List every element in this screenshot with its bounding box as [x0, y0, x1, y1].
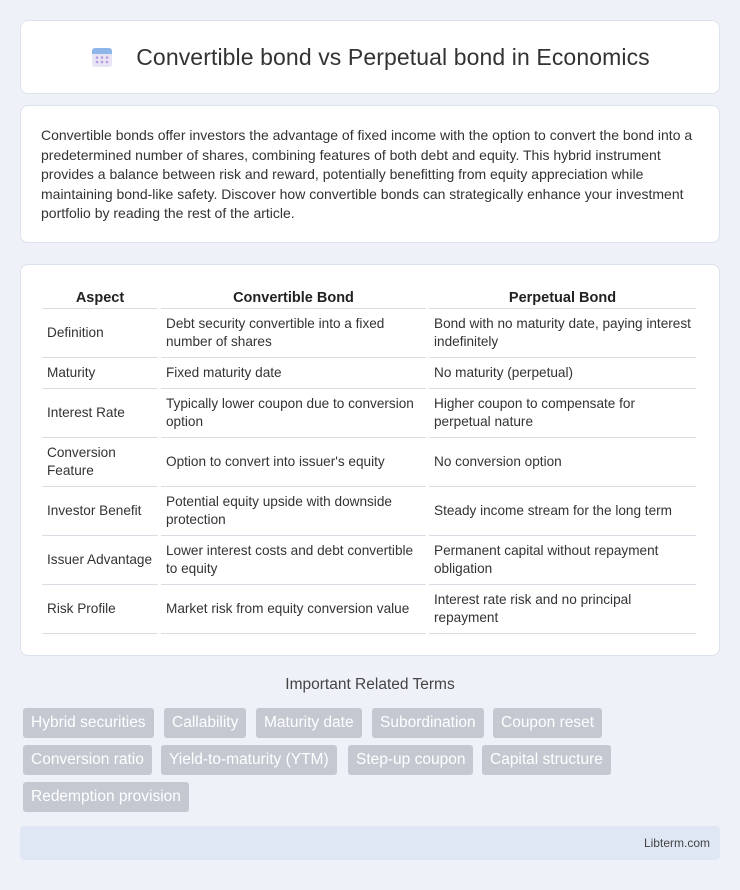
page-title: Convertible bond vs Perpetual bond in Economics — [136, 43, 650, 70]
tag-callability[interactable]: Callability — [164, 708, 246, 738]
cell-convertible: Option to convert into issuer's equity — [161, 438, 426, 487]
intro-card — [20, 105, 720, 243]
cell-convertible: Market risk from equity conversion value — [161, 585, 426, 634]
table-row — [42, 585, 696, 634]
cell-convertible: Fixed maturity date — [161, 358, 426, 389]
cell-perpetual: No maturity (perpetual) — [429, 358, 696, 389]
intro-text: Convertible bonds offer investors the advantage of fixed income with the option to convert the bond into a predetermined number of shares, combining features of both debt and equity. This hybrid instrument provides a balance between risk and reward, potentially benefitting from equity appreciation while maintaining bond-like safety. Discover how convertible bonds can strategically enhance your investment portfolio by reading the rest of the article. — [41, 127, 693, 221]
cell-perpetual: Higher coupon to compensate for perpetual nature — [429, 389, 696, 438]
cell-perpetual: Steady income stream for the long term — [429, 487, 696, 536]
cell-convertible: Lower interest costs and debt convertible to equity — [161, 536, 426, 585]
cell-convertible: Debt security convertible into a fixed number of shares — [161, 309, 426, 358]
cell-convertible: Potential equity upside with downside protection — [161, 487, 426, 536]
cell-aspect: Maturity — [42, 358, 158, 389]
cell-aspect: Conversion Feature — [42, 438, 158, 487]
table-row — [42, 389, 696, 438]
header-aspect: Aspect — [42, 285, 158, 309]
table-row — [42, 536, 696, 585]
cell-aspect: Risk Profile — [42, 585, 158, 634]
tag-yield-to-maturity[interactable]: Yield-to-maturity (YTM) — [161, 745, 337, 775]
cell-perpetual: No conversion option — [429, 438, 696, 487]
table-row — [42, 438, 696, 487]
tag-capital-structure[interactable]: Capital structure — [482, 745, 611, 775]
tag-redemption-provision[interactable]: Redemption provision — [23, 782, 189, 812]
table-row — [42, 309, 696, 358]
cell-convertible: Typically lower coupon due to conversion option — [161, 389, 426, 438]
tag-step-up-coupon[interactable]: Step-up coupon — [348, 745, 473, 775]
header-convertible-bond: Convertible Bond — [161, 285, 426, 309]
cell-perpetual: Bond with no maturity date, paying interest indefinitely — [429, 309, 696, 358]
calendar-icon — [90, 45, 114, 69]
table-row — [42, 358, 696, 389]
footer-site-link[interactable]: Libterm.com — [643, 836, 710, 850]
tag-hybrid-securities[interactable]: Hybrid securities — [23, 708, 154, 738]
cell-aspect: Issuer Advantage — [42, 536, 158, 585]
cell-perpetual: Permanent capital without repayment obligation — [429, 536, 696, 585]
cell-aspect: Investor Benefit — [42, 487, 158, 536]
table-header-row — [42, 285, 696, 309]
tag-coupon-reset[interactable]: Coupon reset — [493, 708, 602, 738]
cell-aspect: Definition — [42, 309, 158, 358]
tag-conversion-ratio[interactable]: Conversion ratio — [23, 745, 152, 775]
footer — [20, 826, 720, 860]
comparison-card — [20, 264, 720, 656]
cell-aspect: Interest Rate — [42, 389, 158, 438]
related-terms-heading: Important Related Terms — [285, 676, 455, 693]
comparison-table — [39, 285, 699, 634]
tag-maturity-date[interactable]: Maturity date — [256, 708, 362, 738]
tag-subordination[interactable]: Subordination — [372, 708, 484, 738]
title-card — [20, 20, 720, 94]
header-perpetual-bond: Perpetual Bond — [429, 285, 696, 309]
cell-perpetual: Interest rate risk and no principal repayment — [429, 585, 696, 634]
table-row — [42, 487, 696, 536]
